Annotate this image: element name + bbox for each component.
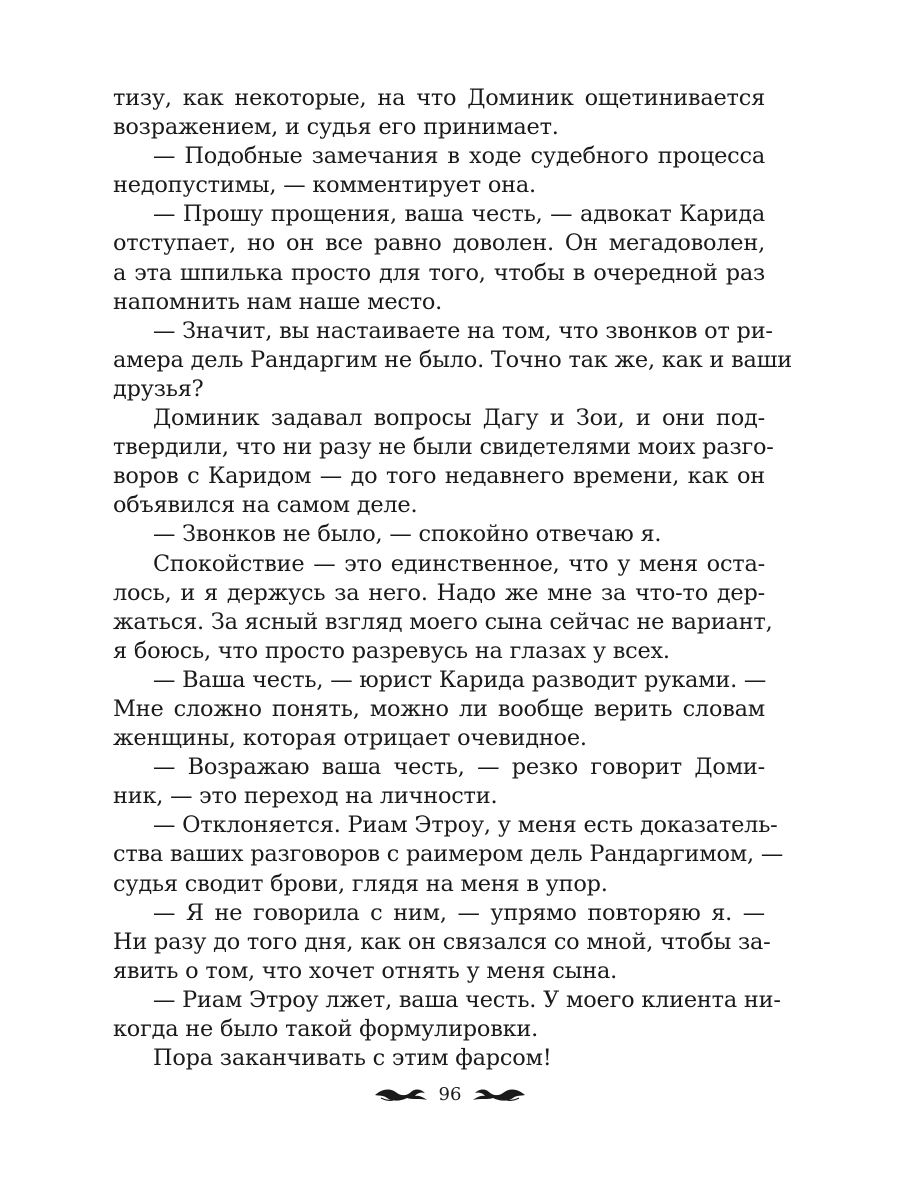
text-line: — Подобные замечания в ходе судебного процесса <box>153 143 765 170</box>
text-line: тизу, как некоторые, на что Доминик ощетинивается <box>113 85 765 111</box>
text-line: Спокойствие — это единственное, что у меня оста- <box>153 550 765 577</box>
text-line: я боюсь, что просто разревусь на глазах у всех. <box>113 637 670 664</box>
text-line: отступает, но он все равно доволен. Он мегадоволен, <box>113 230 765 257</box>
text-line: ства ваших разговоров с раимером дель Рандаргимом, — <box>113 841 784 868</box>
text-line: — Звонков не было, — спокойно отвечаю я. <box>153 521 662 548</box>
text-line: недопустимы, — комментирует она. <box>113 172 536 199</box>
text-line: ник, — это переход на личности. <box>113 783 498 810</box>
text-line: а эта шпилька просто для того, чтобы в очередной раз <box>113 259 765 286</box>
text-line: — Возражаю ваша честь, — резко говорит Доми- <box>153 754 765 781</box>
flourish-right-icon <box>471 1086 527 1104</box>
text-line: возражением, и судья его принимает. <box>113 114 559 141</box>
text-line: когда не было такой формулировки. <box>113 1016 539 1042</box>
text-line: — Значит, вы настаиваете на том, что звонков от ри- <box>153 317 773 344</box>
text-line: — Отклоняется. Риам Этроу, у меня есть доказатель- <box>153 812 778 839</box>
text-line: — Ваша честь, — юрист Карида разводит руками. — <box>153 666 767 693</box>
text-line: воров с Каридом — до того недавнего времени, как он <box>113 463 765 490</box>
text-line: Доминик задавал вопросы Дагу и Зои, и они под- <box>153 405 765 432</box>
text-line: — Прошу прощения, ваша честь, — адвокат Карида <box>153 201 765 228</box>
text-line: Мне сложно понять, можно ли вообще верить словам <box>113 695 765 722</box>
text-line: судья сводит брови, глядя на меня в упор. <box>113 870 608 897</box>
text-line: — Риам Этроу лжет, ваша честь. У моего клиента ни- <box>153 986 781 1013</box>
text-line: женщины, которая отрицает очевидное. <box>113 725 587 752</box>
text-line: явить о том, что хочет отнять у меня сына. <box>113 957 618 984</box>
text-line: амера дель Рандаргим не было. Точно так же, как и ваши <box>113 346 792 373</box>
text-line: — Я не говорила с ним, — упрямо повторяю я. — <box>153 899 765 926</box>
text-line: напомнить нам наше место. <box>113 288 443 315</box>
text-line: лось, и я держусь за него. Надо же мне за что-то дер- <box>113 579 765 606</box>
page-body <box>113 84 792 1073</box>
text-line: твердили, что ни разу не были свидетелями моих разго- <box>113 434 774 461</box>
page-footer <box>0 1080 900 1110</box>
text-line: объявился на самом деле. <box>113 492 418 519</box>
flourish-left-icon <box>373 1086 429 1104</box>
text-line: Пора заканчивать с этим фарсом! <box>153 1045 552 1072</box>
page-number: 96 <box>438 1084 462 1105</box>
text-line: жаться. За ясный взгляд моего сына сейчас не вариант, <box>113 608 773 635</box>
text-line: друзья? <box>113 375 204 402</box>
text-line: Ни разу до того дня, как он связался со мной, чтобы за- <box>113 928 771 955</box>
